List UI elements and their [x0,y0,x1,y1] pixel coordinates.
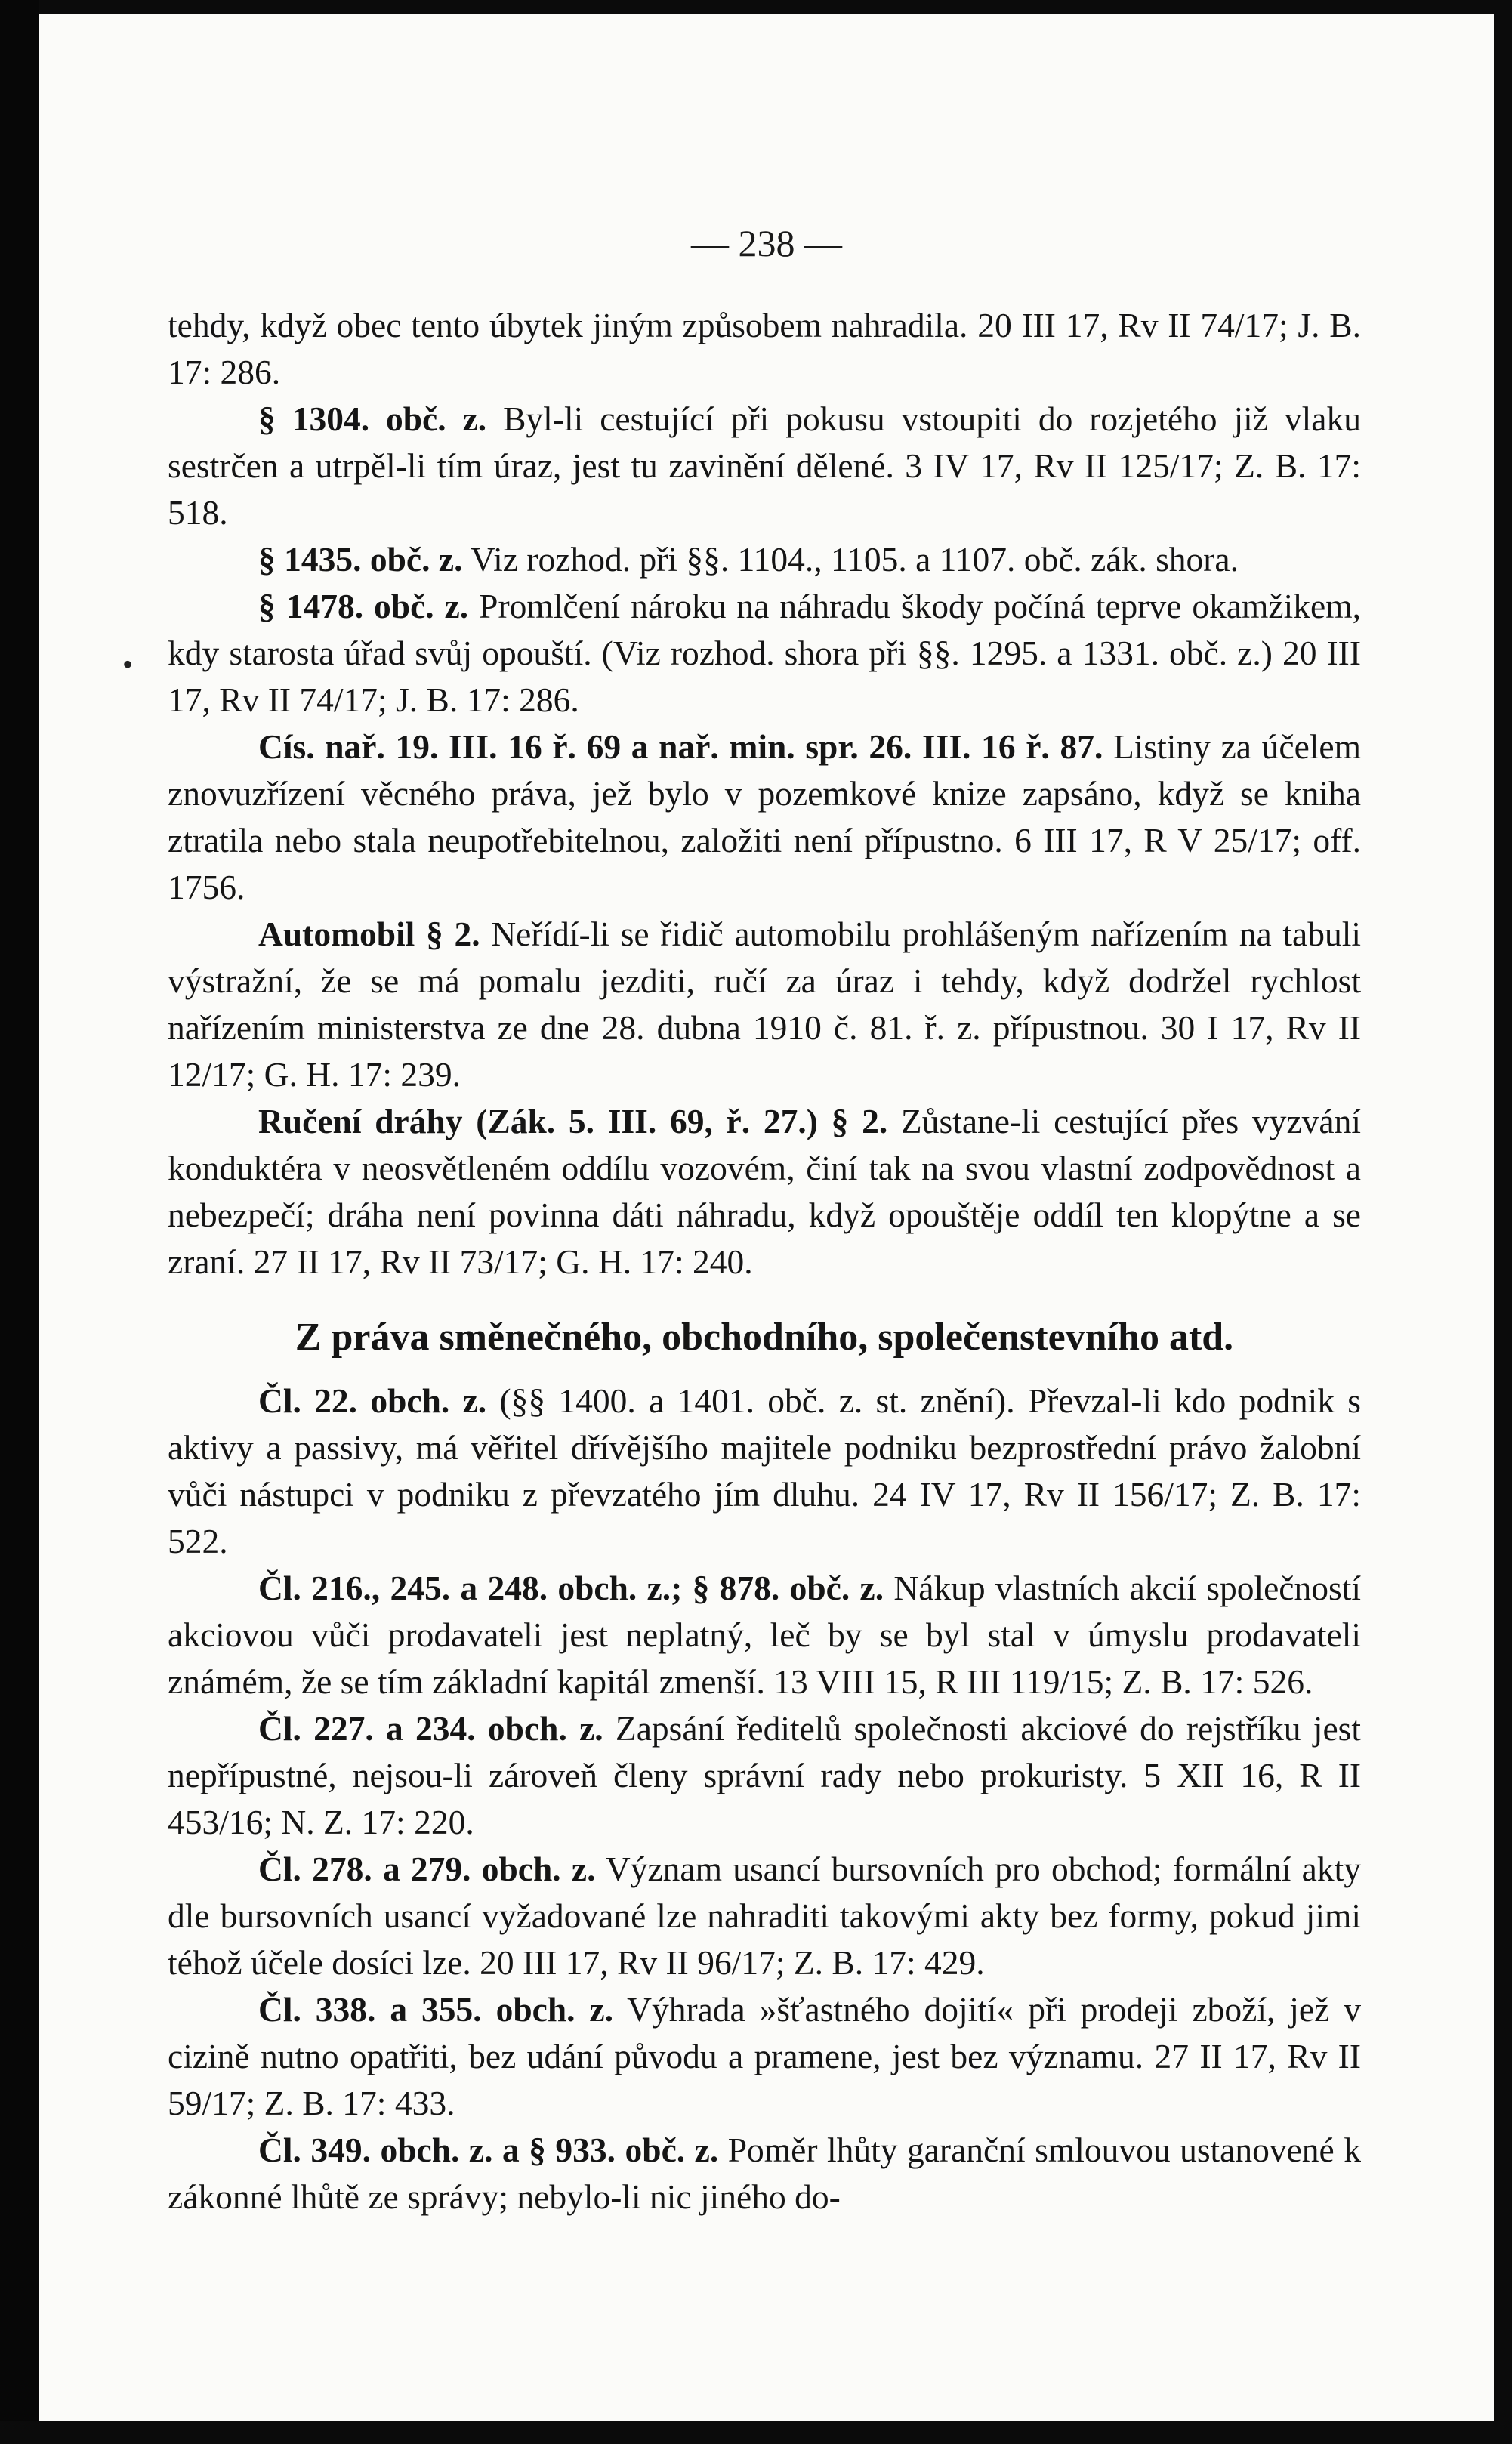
paragraph-ruceni-drahy [168,1098,1361,1285]
paragraph-text: Poměr lhůty garanční smlouvou ustanovené k zákonné lhůtě ze správy; nebylo-li nic jiného do- [168,2131,1361,2216]
paragraph-citation: Čl. 278. a 279. obch. z. [258,1850,596,1888]
paragraph-citation: Čl. 216., 245. a 248. obch. z.; § 878. obč. z. [258,1569,884,1607]
paragraph-text: Listiny za účelem znovuzřízení věcného práva, jež bylo v pozemkové knize zapsáno, když se kniha ztratila nebo stala neupotřebitelnou, založiti není přípustno. 6 III 17, R V 25/17; off. 1756. [168,727,1361,906]
margin-dot-mark: • [122,647,134,681]
scan-border-left [0,0,39,2444]
paragraph-text: Zůstane-li cestující přes vyzvání konduktéra v neosvětleném oddílu vozovém, činí tak na svou vlastní zodpovědnost a nebezpečí; dráha není povinna dáti náhradu, když opouštěje oddíl ten klopýtne a se zraní. 27 II 17, Rv II 73/17; G. H. 17: 240. [168,1102,1361,1281]
scan-border-right [1494,0,1512,2444]
page-number: — 238 — [691,222,842,264]
paragraph-text: Nákup vlastních akcií společností akciovou vůči prodavateli jest neplatný, leč by se byl stal v úmyslu prodavateli známém, že se tím základní kapitál zmenší. 13 VIII 15, R III 119/15; Z. B. 17: 526. [168,1569,1361,1701]
paragraph-citation: Ručení dráhy (Zák. 5. III. 69, ř. 27.) § 2. [258,1102,888,1140]
paragraph-text: Byl-li cestující při pokusu vstoupiti do rozjetého již vlaku sestrčen a utrpěl-li tím úraz, jest tu zavinění dělené. 3 IV 17, Rv II 125/17; Z. B. 17: 518. [168,400,1361,532]
paragraph-cl-22 [168,1378,1361,1565]
paragraph-citation: Čl. 227. a 234. obch. z. [258,1709,603,1748]
paragraph-citation: Automobil § 2. [258,915,480,953]
scan-border-top [0,0,1512,14]
paragraph-continuation [168,302,1361,396]
paragraph-1304 [168,396,1361,536]
paragraph-cl-227 [168,1705,1361,1846]
paragraph-1435 [168,536,1361,583]
paragraph-cl-278 [168,1846,1361,1986]
paragraph-text: Výhrada »šťastného dojití« při prodeji zboží, jež v cizině nutno opatřiti, bez udání původu a pramene, jest bez významu. 27 II 17, Rv II 59/17; Z. B. 17: 433. [168,1990,1361,2122]
paragraph-cl-338 [168,1986,1361,2127]
paragraph-text: Viz rozhod. při §§. 1104., 1105. a 1107. obč. zák. shora. [462,540,1239,579]
paragraph-text: Zapsání ředitelů společnosti akciové do rejstříku jest nepřípustné, nejsou-li zároveň členy správní rady nebo prokuristy. 5 XII 16, R II 453/16; N. Z. 17: 220. [168,1709,1361,1841]
section-heading: Z práva směnečného, obchodního, společenstevního atd. [295,1316,1234,1359]
paragraph-cis-nar [168,724,1361,911]
paragraph-text: Promlčení nároku na náhradu škody počíná teprve okamžikem, kdy starosta úřad svůj opouští. (Viz rozhod. shora při §§. 1295. a 1331. obč. z.) 20 III 17, Rv II 74/17; J. B. 17: 286. [168,587,1361,719]
page-body [168,302,1361,2220]
paragraph-text: Význam usancí bursovních pro obchod; formální akty dle bursovních usancí vyžadované lze nahraditi takovými akty bez formy, pokud jimi téhož účele dosíci lze. 20 III 17, Rv II 96/17; Z. B. 17: 429. [168,1850,1361,1982]
paragraph-1478 [168,583,1361,724]
scan-border-bottom [0,2421,1512,2444]
paragraph-automobil [168,911,1361,1098]
paragraph-text: (§§ 1400. a 1401. obč. z. st. znění). Převzal-li kdo podnik s aktivy a passivy, má věřitel dřívějšího majitele podniku bezprostřední právo žalobní vůči nástupci v podniku z převzatého jím dluhu. 24 IV 17, Rv II 156/17; Z. B. 17: 522. [168,1381,1361,1560]
paragraph-citation: Cís. nař. 19. III. 16 ř. 69 a nař. min. spr. 26. III. 16 ř. 87. [258,727,1103,766]
paragraph-cl-216 [168,1565,1361,1705]
paragraph-cl-349 [168,2127,1361,2220]
paragraph-citation: § 1435. obč. z. [258,540,463,579]
paragraph-text: tehdy, když obec tento úbytek jiným způsobem nahradila. 20 III 17, Rv II 74/17; J. B. 17: 286. [168,306,1361,391]
paragraph-text: Neřídí-li se řidič automobilu prohlášeným nařízením na tabuli výstražní, že se má pomalu jezditi, ručí za úraz i tehdy, když dodržel rychlost nařízením ministerstva ze dne 28. dubna 1910 č. 81. ř. z. přípustnou. 30 I 17, Rv II 12/17; G. H. 17: 239. [168,915,1361,1094]
paragraph-citation: Čl. 349. obch. z. a § 933. obč. z. [258,2131,719,2169]
paragraph-citation: § 1478. obč. z. [258,587,469,625]
paragraph-citation: Čl. 338. a 355. obch. z. [258,1990,613,2029]
paragraph-citation: Čl. 22. obch. z. [258,1381,487,1420]
paragraph-citation: § 1304. obč. z. [258,400,487,438]
